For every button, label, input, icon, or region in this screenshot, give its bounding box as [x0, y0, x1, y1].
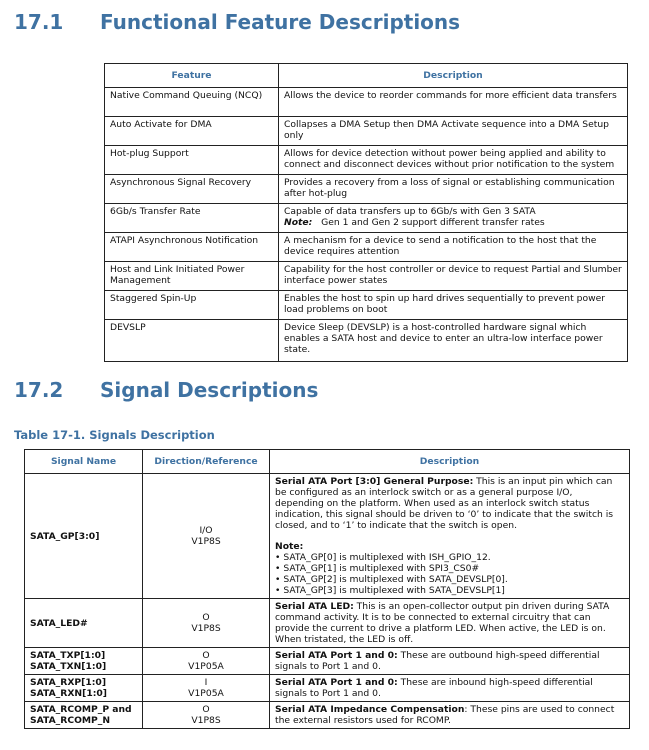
description-lead: Serial ATA Impedance Compensation: [275, 704, 465, 715]
feature-name: Hot-plug Support: [105, 146, 279, 175]
description-text: Collapses a DMA Setup then DMA Activate sequence into a DMA Setup only: [284, 119, 609, 141]
feature-description: [279, 262, 628, 291]
signal-name-line: SATA_RXP[1:0]: [30, 677, 107, 688]
feature-name: 6Gb/s Transfer Rate: [105, 204, 279, 233]
table-row: [105, 233, 628, 262]
note-label: Note:: [275, 541, 304, 552]
feature-name: Asynchronous Signal Recovery: [105, 175, 279, 204]
column-header-description: Description: [270, 450, 630, 474]
direction: I/O: [199, 525, 213, 536]
description-text: This is an input pin which can be configured as an interlock switch or as a general purpose I/O, depending on the platform. When used as an interlock switch status indication, this signal should be driven to ‘0’ to indicate that the switch is closed, and to ‘1’ to indicate that the switch is open.: [275, 476, 614, 531]
note-item: • SATA_GP[2] is multiplexed with SATA_DEVSLP[0].: [275, 574, 508, 585]
table-row: [25, 648, 630, 675]
feature-description: [279, 175, 628, 204]
signal-name-line: SATA_GP[3:0]: [30, 530, 100, 542]
description-text: Capable of data transfers up to 6Gb/s with Gen 3 SATA: [284, 206, 536, 217]
signal-name-line: SATA_RXN[1:0]: [30, 688, 107, 699]
signal-direction: [143, 675, 270, 702]
signal-description: [270, 599, 630, 648]
section-number: 17.1: [14, 10, 64, 34]
feature-description: [279, 320, 628, 362]
table-row: [105, 204, 628, 233]
feature-table: [104, 63, 628, 362]
feature-name: DEVSLP: [105, 320, 279, 362]
direction: I: [204, 677, 208, 688]
feature-description: [279, 88, 628, 117]
signal-name-line: SATA_RCOMP_P and: [30, 704, 132, 715]
column-header-feature: Feature: [105, 64, 279, 88]
table-row: [25, 474, 630, 599]
feature-description: [279, 233, 628, 262]
feature-name: Host and Link Initiated Power Management: [105, 262, 279, 291]
signal-name: [25, 702, 143, 729]
signal-name: [25, 474, 143, 599]
signal-direction: [143, 599, 270, 648]
description-lead: Serial ATA Port 1 and 0:: [275, 650, 398, 661]
description-text: Enables the host to spin up hard drives sequentially to prevent power load problems on boot: [284, 293, 606, 315]
signal-name-line: SATA_TXP[1:0]: [30, 650, 106, 661]
column-header-description: Description: [279, 64, 628, 88]
direction: O: [202, 704, 210, 715]
feature-description: [279, 146, 628, 175]
reference: V1P8S: [191, 715, 221, 726]
description-text: This is an open-collector output pin driven during SATA command activity. It is to be connected to external circuitry that can provide the current to drive a platform LED. When active, the LED is on. When tristated, the LED is off.: [275, 601, 610, 645]
table-row: [25, 675, 630, 702]
signal-description: [270, 702, 630, 729]
table-row: [105, 146, 628, 175]
signal-description: [270, 675, 630, 702]
reference: V1P8S: [191, 536, 221, 547]
table-caption: Table 17-1. Signals Description: [14, 428, 215, 442]
section-title: Functional Feature Descriptions: [100, 10, 461, 34]
column-header-signal-name: Signal Name: [25, 450, 143, 474]
signal-description: [270, 474, 630, 599]
description-lead: Serial ATA Port 1 and 0:: [275, 677, 398, 688]
signal-name: [25, 675, 143, 702]
section-title: Signal Descriptions: [100, 378, 319, 402]
description-text: Device Sleep (DEVSLP) is a host-controlled hardware signal which enables a SATA host and device to enter an ultra-low interface power state.: [284, 322, 603, 355]
signal-name-line: SATA_TXN[1:0]: [30, 661, 107, 672]
direction: O: [202, 612, 210, 623]
reference: V1P05A: [188, 661, 224, 672]
section-number: 17.2: [14, 378, 64, 402]
signal-description: [270, 648, 630, 675]
table-row: [105, 117, 628, 146]
signal-direction: [143, 648, 270, 675]
feature-description: [279, 291, 628, 320]
direction: O: [202, 650, 210, 661]
signal-direction: [143, 702, 270, 729]
feature-description: [279, 204, 628, 233]
description-text: These are inbound high-speed differential signals to Port 1 and 0.: [275, 677, 593, 699]
signals-table: [24, 449, 630, 729]
table-row: [105, 291, 628, 320]
table-row: [25, 702, 630, 729]
signal-name-line: SATA_RCOMP_N: [30, 715, 111, 726]
feature-name: Native Command Queuing (NCQ): [105, 88, 279, 117]
signal-name: [25, 599, 143, 648]
signal-name-line: SATA_LED#: [30, 617, 88, 629]
feature-description: [279, 117, 628, 146]
reference: V1P8S: [191, 623, 221, 634]
table-row: [105, 88, 628, 117]
note-item: • SATA_GP[3] is multiplexed with SATA_DEVSLP[1]: [275, 585, 505, 596]
feature-name: Staggered Spin-Up: [105, 291, 279, 320]
table-row: [25, 599, 630, 648]
description-text: Allows for device detection without power being applied and ability to connect and disconnect devices without prior notification to the system: [284, 148, 615, 170]
description-text: Capability for the host controller or device to request Partial and Slumber interface power states: [284, 264, 622, 286]
table-row: [105, 175, 628, 204]
note-item: • SATA_GP[0] is multiplexed with ISH_GPIO_12.: [275, 552, 491, 563]
signal-direction: [143, 474, 270, 599]
reference: V1P05A: [188, 688, 224, 699]
column-header-direction: Direction/Reference: [143, 450, 270, 474]
note-text: Gen 1 and Gen 2 support different transfer rates: [321, 217, 545, 228]
description-lead: Serial ATA Port [3:0] General Purpose:: [275, 476, 474, 487]
description-text: A mechanism for a device to send a notification to the host that the device requires attention: [284, 235, 597, 257]
description-text: Provides a recovery from a loss of signal or establishing communication after hot-plug: [284, 177, 615, 199]
description-text: Allows the device to reorder commands for more efficient data transfers: [284, 90, 617, 101]
feature-name: Auto Activate for DMA: [105, 117, 279, 146]
table-row: [105, 262, 628, 291]
note-label: Note:: [284, 217, 313, 228]
signal-name: [25, 648, 143, 675]
table-row: [105, 320, 628, 362]
description-text: : These pins are used to connect the external resistors used for RCOMP.: [275, 704, 615, 726]
note-item: • SATA_GP[1] is multiplexed with SPI3_CS0#: [275, 563, 480, 574]
feature-name: ATAPI Asynchronous Notification: [105, 233, 279, 262]
description-text: These are outbound high-speed differential signals to Port 1 and 0.: [275, 650, 600, 672]
description-lead: Serial ATA LED:: [275, 601, 354, 612]
